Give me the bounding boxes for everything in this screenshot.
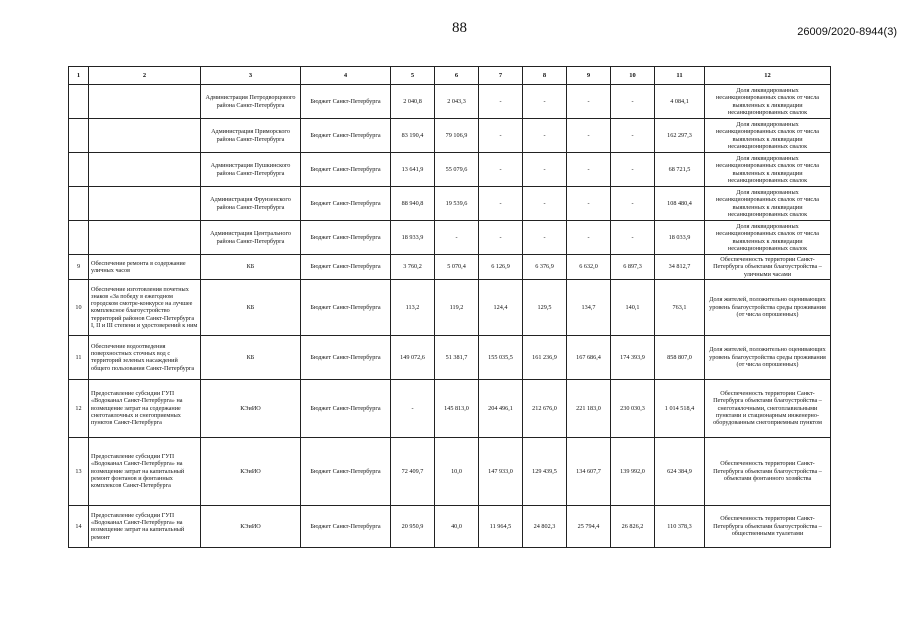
table-cell-v10: - [611, 187, 655, 221]
table-cell-v11: 110 378,3 [655, 505, 705, 547]
table-cell-n: 9 [69, 255, 89, 280]
program-table [68, 66, 831, 548]
table-cell-v10: 140,1 [611, 279, 655, 335]
table-cell-v11: 162 297,3 [655, 119, 705, 153]
table-cell-name [89, 119, 201, 153]
table-cell-name [89, 221, 201, 255]
table-row [69, 187, 831, 221]
table-cell-src: Бюджет Санкт-Петербурга [301, 379, 391, 437]
col-header: 7 [479, 67, 523, 85]
table-cell-ind: Обеспеченность территории Санкт-Петербурга объектами благоустройства – объектами фонтанного хозяйства [705, 437, 831, 505]
table-cell-n [69, 187, 89, 221]
table-cell-v11: 34 812,7 [655, 255, 705, 280]
table-row [69, 119, 831, 153]
table-cell-v10: 174 393,9 [611, 335, 655, 379]
table-cell-name: Обеспечение изготовления почетных знаков «За победу в ежегодном городском смотре-конкурсе на лучшее комплексное благоустройство территорий районов Санкт-Петербурга I, II и III степени и удостоверений к ним [89, 279, 201, 335]
table-cell-v8: 161 236,9 [523, 335, 567, 379]
table-row [69, 379, 831, 437]
table-cell-v11: 108 480,4 [655, 187, 705, 221]
table-cell-exec: Администрация Приморского района Санкт-Петербурга [201, 119, 301, 153]
table-cell-v10: 26 826,2 [611, 505, 655, 547]
table-cell-v7: 155 035,5 [479, 335, 523, 379]
table-cell-n: 11 [69, 335, 89, 379]
table-cell-v8: - [523, 153, 567, 187]
table-row [69, 505, 831, 547]
table-cell-src: Бюджет Санкт-Петербурга [301, 255, 391, 280]
table-cell-v10: - [611, 153, 655, 187]
table-cell-v6: 10,0 [435, 437, 479, 505]
table-cell-v9: 25 794,4 [567, 505, 611, 547]
table-cell-v7: - [479, 153, 523, 187]
table-cell-v8: - [523, 221, 567, 255]
col-header: 4 [301, 67, 391, 85]
table-cell-src: Бюджет Санкт-Петербурга [301, 221, 391, 255]
col-header: 10 [611, 67, 655, 85]
table-cell-v9: 6 632,0 [567, 255, 611, 280]
table-cell-v5: 113,2 [391, 279, 435, 335]
table-cell-v8: 129,5 [523, 279, 567, 335]
table-cell-v9: - [567, 221, 611, 255]
table-cell-v10: - [611, 85, 655, 119]
table-cell-exec: Администрация Центрального района Санкт-Петербурга [201, 221, 301, 255]
table-cell-ind: Обеспеченность территории Санкт-Петербурга объектами благоустройства – снеготаялочными, снегоплавильными пунктами и стационарным инженерно-оборудованным снегоприемным пунктом [705, 379, 831, 437]
table-cell-exec: КБ [201, 279, 301, 335]
table-cell-v9: 134 607,7 [567, 437, 611, 505]
table-cell-n: 13 [69, 437, 89, 505]
table-cell-ind: Доля ликвидированных несанкционированных свалок от числа выявленных к ликвидации несанкционированных свалок [705, 153, 831, 187]
document-code: 26009/2020-8944(3) [797, 26, 897, 38]
table-cell-v6: 119,2 [435, 279, 479, 335]
table-cell-exec: Администрация Фрунзенского района Санкт-Петербурга [201, 187, 301, 221]
table-cell-ind: Доля ликвидированных несанкционированных свалок от числа выявленных к ликвидации несанкционированных свалок [705, 221, 831, 255]
table-cell-v8: 212 676,0 [523, 379, 567, 437]
table-cell-v7: - [479, 187, 523, 221]
table-row [69, 221, 831, 255]
table-cell-v9: 134,7 [567, 279, 611, 335]
table-cell-v11: 18 033,9 [655, 221, 705, 255]
table-cell-v7: - [479, 85, 523, 119]
table-cell-v10: 230 030,3 [611, 379, 655, 437]
table-cell-n: 10 [69, 279, 89, 335]
table-cell-exec: КЭиИО [201, 379, 301, 437]
table-cell-v11: 4 084,1 [655, 85, 705, 119]
table-cell-name [89, 85, 201, 119]
table-cell-n [69, 85, 89, 119]
col-header: 3 [201, 67, 301, 85]
table-cell-src: Бюджет Санкт-Петербурга [301, 119, 391, 153]
table-cell-ind: Доля ликвидированных несанкционированных свалок от числа выявленных к ликвидации несанкционированных свалок [705, 85, 831, 119]
table-cell-exec: КБ [201, 335, 301, 379]
table-header-row [69, 67, 831, 85]
col-header: 2 [89, 67, 201, 85]
table-cell-v7: 11 964,5 [479, 505, 523, 547]
table-cell-v6: 5 070,4 [435, 255, 479, 280]
table-cell-v11: 763,1 [655, 279, 705, 335]
table-cell-n [69, 153, 89, 187]
table-cell-src: Бюджет Санкт-Петербурга [301, 335, 391, 379]
table-cell-v9: 221 183,0 [567, 379, 611, 437]
table-row [69, 153, 831, 187]
table-cell-exec: КБ [201, 255, 301, 280]
table-cell-src: Бюджет Санкт-Петербурга [301, 279, 391, 335]
table-cell-n [69, 221, 89, 255]
table-cell-v5: 2 040,8 [391, 85, 435, 119]
col-header: 9 [567, 67, 611, 85]
table-cell-name: Предоставление субсидии ГУП «Водоканал Санкт-Петербурга» на возмещение затрат на содержание снеготаялочных и снегоприемных пунктов Санкт-Петербурга [89, 379, 201, 437]
table-cell-v6: 51 381,7 [435, 335, 479, 379]
table-cell-v8: - [523, 187, 567, 221]
table-cell-exec: Администрация Петродворцового района Санкт-Петербурга [201, 85, 301, 119]
col-header: 11 [655, 67, 705, 85]
table-cell-name [89, 153, 201, 187]
table-cell-v11: 1 014 518,4 [655, 379, 705, 437]
table-cell-v6: 145 813,0 [435, 379, 479, 437]
table-cell-v11: 624 384,9 [655, 437, 705, 505]
table-cell-v5: 83 190,4 [391, 119, 435, 153]
table-cell-v9: - [567, 187, 611, 221]
table-cell-name [89, 187, 201, 221]
table-cell-v6: 19 539,6 [435, 187, 479, 221]
table-cell-v5: 72 409,7 [391, 437, 435, 505]
table-row [69, 335, 831, 379]
table-cell-v7: - [479, 221, 523, 255]
table-row [69, 279, 831, 335]
table-cell-v11: 68 721,5 [655, 153, 705, 187]
table-cell-v6: 79 106,9 [435, 119, 479, 153]
table-cell-v9: 167 686,4 [567, 335, 611, 379]
table-cell-v7: 124,4 [479, 279, 523, 335]
col-header: 1 [69, 67, 89, 85]
table-cell-v5: 13 641,9 [391, 153, 435, 187]
table-cell-v8: - [523, 119, 567, 153]
table-cell-exec: КЭиИО [201, 505, 301, 547]
col-header: 6 [435, 67, 479, 85]
table-cell-v10: - [611, 119, 655, 153]
table-cell-v8: 24 802,3 [523, 505, 567, 547]
table-cell-src: Бюджет Санкт-Петербурга [301, 437, 391, 505]
table-cell-ind: Доля жителей, положительно оценивающих уровень благоустройства среды проживания (от числа опрошенных) [705, 279, 831, 335]
col-header: 5 [391, 67, 435, 85]
table-cell-v10: 6 897,3 [611, 255, 655, 280]
table-row [69, 85, 831, 119]
table-cell-v11: 858 807,0 [655, 335, 705, 379]
table-cell-ind: Доля ликвидированных несанкционированных свалок от числа выявленных к ликвидации несанкционированных свалок [705, 119, 831, 153]
table-cell-v8: - [523, 85, 567, 119]
table-cell-v7: - [479, 119, 523, 153]
table-cell-src: Бюджет Санкт-Петербурга [301, 85, 391, 119]
table-cell-ind: Доля жителей, положительно оценивающих уровень благоустройства среды проживания (от числа опрошенных) [705, 335, 831, 379]
col-header: 8 [523, 67, 567, 85]
table-cell-v6: 40,0 [435, 505, 479, 547]
table-cell-v9: - [567, 119, 611, 153]
table-cell-n [69, 119, 89, 153]
table-cell-v7: 6 126,9 [479, 255, 523, 280]
table-cell-v10: 139 992,0 [611, 437, 655, 505]
table-cell-ind: Обеспеченность территории Санкт-Петербурга объектами благоустройства –общественными туалетами [705, 505, 831, 547]
table-cell-v5: 88 940,8 [391, 187, 435, 221]
table-cell-v5: 3 760,2 [391, 255, 435, 280]
table-cell-v5: 18 933,9 [391, 221, 435, 255]
table-cell-src: Бюджет Санкт-Петербурга [301, 153, 391, 187]
table-cell-v5: 20 950,9 [391, 505, 435, 547]
table-cell-v6: 55 079,6 [435, 153, 479, 187]
table-cell-name: Обеспечение водоотведения поверхностных сточных вод с территорий зеленых насаждений общего пользования Санкт-Петербурга [89, 335, 201, 379]
table-cell-v5: - [391, 379, 435, 437]
table-cell-n: 12 [69, 379, 89, 437]
table-cell-name: Обеспечение ремонта в содержание уличных часов [89, 255, 201, 280]
table-cell-v7: 204 496,1 [479, 379, 523, 437]
table-cell-name: Предоставление субсидии ГУП «Водоканал Санкт-Петербурга» на возмещение затрат на капитальный ремонт [89, 505, 201, 547]
table-cell-v6: 2 043,3 [435, 85, 479, 119]
table-cell-v8: 129 439,5 [523, 437, 567, 505]
table-cell-v10: - [611, 221, 655, 255]
table-cell-v6: - [435, 221, 479, 255]
table-cell-src: Бюджет Санкт-Петербурга [301, 505, 391, 547]
table-cell-src: Бюджет Санкт-Петербурга [301, 187, 391, 221]
table-cell-ind: Обеспеченность территории Санкт-Петербурга объектами благоустройства – уличными часами [705, 255, 831, 280]
table-cell-ind: Доля ликвидированных несанкционированных свалок от числа выявленных к ликвидации несанкционированных свалок [705, 187, 831, 221]
page-number: 88 [452, 20, 467, 36]
table-cell-exec: КЭиИО [201, 437, 301, 505]
table-cell-n: 14 [69, 505, 89, 547]
col-header: 12 [705, 67, 831, 85]
table-row [69, 255, 831, 280]
table-row [69, 437, 831, 505]
table-cell-v9: - [567, 85, 611, 119]
table-cell-v7: 147 933,0 [479, 437, 523, 505]
table-cell-v9: - [567, 153, 611, 187]
table-cell-exec: Администрация Пушкинского района Санкт-Петербурга [201, 153, 301, 187]
table-cell-name: Предоставление субсидии ГУП «Водоканал Санкт-Петербурга» на возмещение затрат на капитальный ремонт фонтанов и фонтанных комплексов Санкт-Петербурга [89, 437, 201, 505]
table-cell-v5: 149 072,6 [391, 335, 435, 379]
table-cell-v8: 6 376,9 [523, 255, 567, 280]
